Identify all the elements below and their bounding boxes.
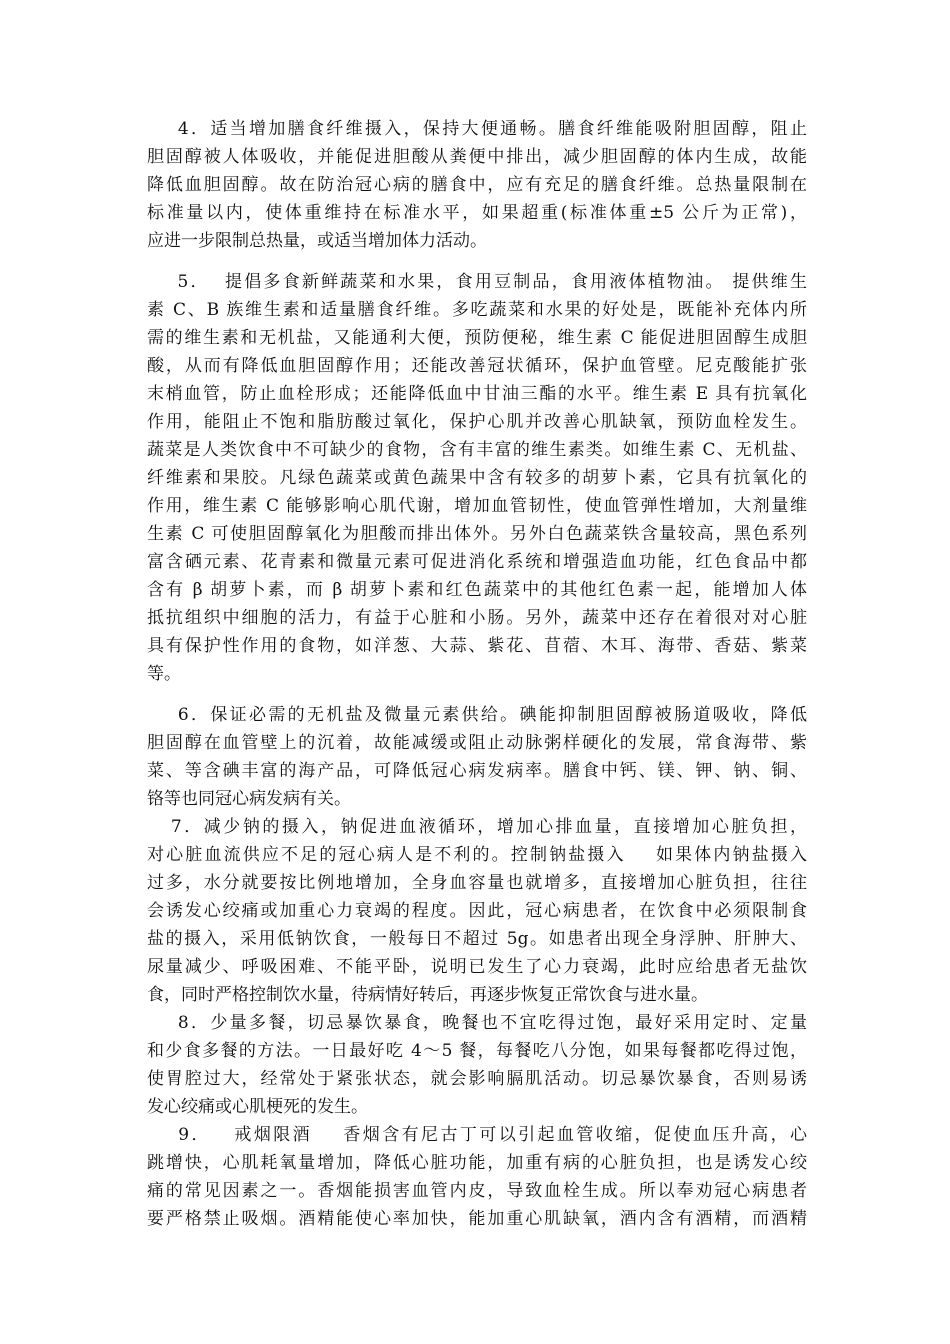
- text-line: 末梢血管，防止血栓形成；还能降低血中甘油三酯的水平。维生素 E 具有抗氧化: [147, 384, 807, 404]
- text-line: 生素 C 可使胆固醇氧化为胆酸而排出体外。另外白色蔬菜铁含量较高，黑色系列: [147, 524, 807, 544]
- text-line: 对心脏血流供应不足的冠心病人是不利的。控制钠盐摄入 如果体内钠盐摄入: [147, 845, 807, 865]
- text-line: 纤维素和果胶。凡绿色蔬菜或黄色蔬果中含有较多的胡萝卜素，它具有抗氧化的: [147, 468, 807, 488]
- text-line: 跳增快，心肌耗氧量增加，降低心脏功能，加重有病的心脏负担，也是诱发心绞: [147, 1153, 807, 1173]
- text-line: 6．保证必需的无机盐及微量元素供给。碘能抑制胆固醇被肠道吸收，降低: [147, 705, 807, 725]
- text-line: 等。: [147, 664, 181, 684]
- text-line: 具有保护性作用的食物，如洋葱、大蒜、紫花、苜蓿、木耳、海带、香菇、紫菜: [147, 636, 807, 656]
- text-line: 和少食多餐的方法。一日最好吃 4～5 餐，每餐吃八分饱，如果每餐都吃得过饱，: [147, 1041, 807, 1061]
- text-line: 富含硒元素、花青素和微量元素可促进消化系统和增强造血功能，红色食品中都: [147, 552, 807, 572]
- text-line: 7．减少钠的摄入，钠促进血液循环，增加心排血量，直接增加心脏负担，: [147, 817, 807, 837]
- text-line: 过多，水分就要按比例地增加，全身血容量也就增多，直接增加心脏负担，往往: [147, 873, 807, 893]
- text-line: 痛的常见因素之一。香烟能损害血管内皮，导致血栓生成。所以奉劝冠心病患者: [147, 1181, 807, 1201]
- text-line: 食，同时严格控制饮水量，待病情好转后，再逐步恢复正常饮食与进水量。: [147, 985, 708, 1005]
- text-line: 尿量减少、呼吸困难、不能平卧，说明已发生了心力衰竭，此时应给患者无盐饮: [147, 957, 807, 977]
- text-line: 需的维生素和无机盐，又能通利大便，预防便秘，维生素 C 能促进胆固醇生成胆: [147, 328, 807, 348]
- text-line: 菜、等含碘丰富的海产品，可降低冠心病发病率。膳食中钙、镁、钾、钠、铜、: [147, 761, 807, 781]
- text-line: 胆固醇在血管壁上的沉着，故能减缓或阻止动脉粥样硬化的发展，常食海带、紫: [147, 733, 807, 753]
- text-line: 铬等也同冠心病发病有关。: [147, 789, 351, 809]
- text-line: 蔬菜是人类饮食中不可缺少的食物，含有丰富的维生素类。如维生素 C、无机盐、: [147, 440, 807, 460]
- text-line: 使胃腔过大，经常处于紧张状态，就会影响膈肌活动。切忌暴饮暴食，否则易诱: [147, 1069, 807, 1089]
- text-line: 发心绞痛或心肌梗死的发生。: [147, 1097, 368, 1117]
- text-line: 会诱发心绞痛或加重心力衰竭的程度。因此，冠心病患者，在饮食中必须限制食: [147, 901, 807, 921]
- text-line: 9． 戒烟限酒 香烟含有尼古丁可以引起血管收缩，促使血压升高，心: [147, 1125, 807, 1145]
- text-line: 应进一步限制总热量，或适当增加体力活动。: [147, 231, 487, 251]
- text-line: 标准量以内，使体重维持在标准水平，如果超重(标准体重±5 公斤为正常)，: [147, 203, 807, 223]
- text-line: 降低血胆固醇。故在防治冠心病的膳食中，应有充足的膳食纤维。总热量限制在: [147, 175, 807, 195]
- text-line: 胆固醇被人体吸收，并能促进胆酸从粪便中排出，减少胆固醇的体内生成，故能: [147, 147, 807, 167]
- text-line: 素 C、B 族维生素和适量膳食纤维。多吃蔬菜和水果的好处是，既能补充体内所: [147, 300, 807, 320]
- text-line: 要严格禁止吸烟。酒精能使心率加快，能加重心肌缺氧，酒内含有酒精，而酒精: [147, 1209, 807, 1229]
- text-line: 抵抗组织中细胞的活力，有益于心脏和小肠。另外，蔬菜中还存在着很对对心脏: [147, 608, 807, 628]
- text-line: 5． 提倡多食新鲜蔬菜和水果，食用豆制品，食用液体植物油。 提供维生: [147, 272, 807, 292]
- text-line: 4．适当增加膳食纤维摄入，保持大便通畅。膳食纤维能吸附胆固醇，阻止: [147, 119, 807, 139]
- text-line: 作用，维生素 C 能够影响心肌代谢，增加血管韧性，使血管弹性增加，大剂量维: [147, 496, 807, 516]
- text-line: 酸，从而有降低血胆固醇作用；还能改善冠状循环，保护血管壁。尼克酸能扩张: [147, 356, 807, 376]
- text-line: 盐的摄入，采用低钠饮食，一般每日不超过 5g。如患者出现全身浮肿、肝肿大、: [147, 929, 807, 949]
- text-line: 作用，能阻止不饱和脂肪酸过氧化，保护心肌并改善心肌缺氧，预防血栓发生。: [147, 412, 807, 432]
- text-line: 8．少量多餐，切忌暴饮暴食，晚餐也不宜吃得过饱，最好采用定时、定量: [147, 1013, 807, 1033]
- text-line: 含有 β 胡萝卜素，而 β 胡萝卜素和红色蔬菜中的其他红色素一起，能增加人体: [147, 580, 807, 600]
